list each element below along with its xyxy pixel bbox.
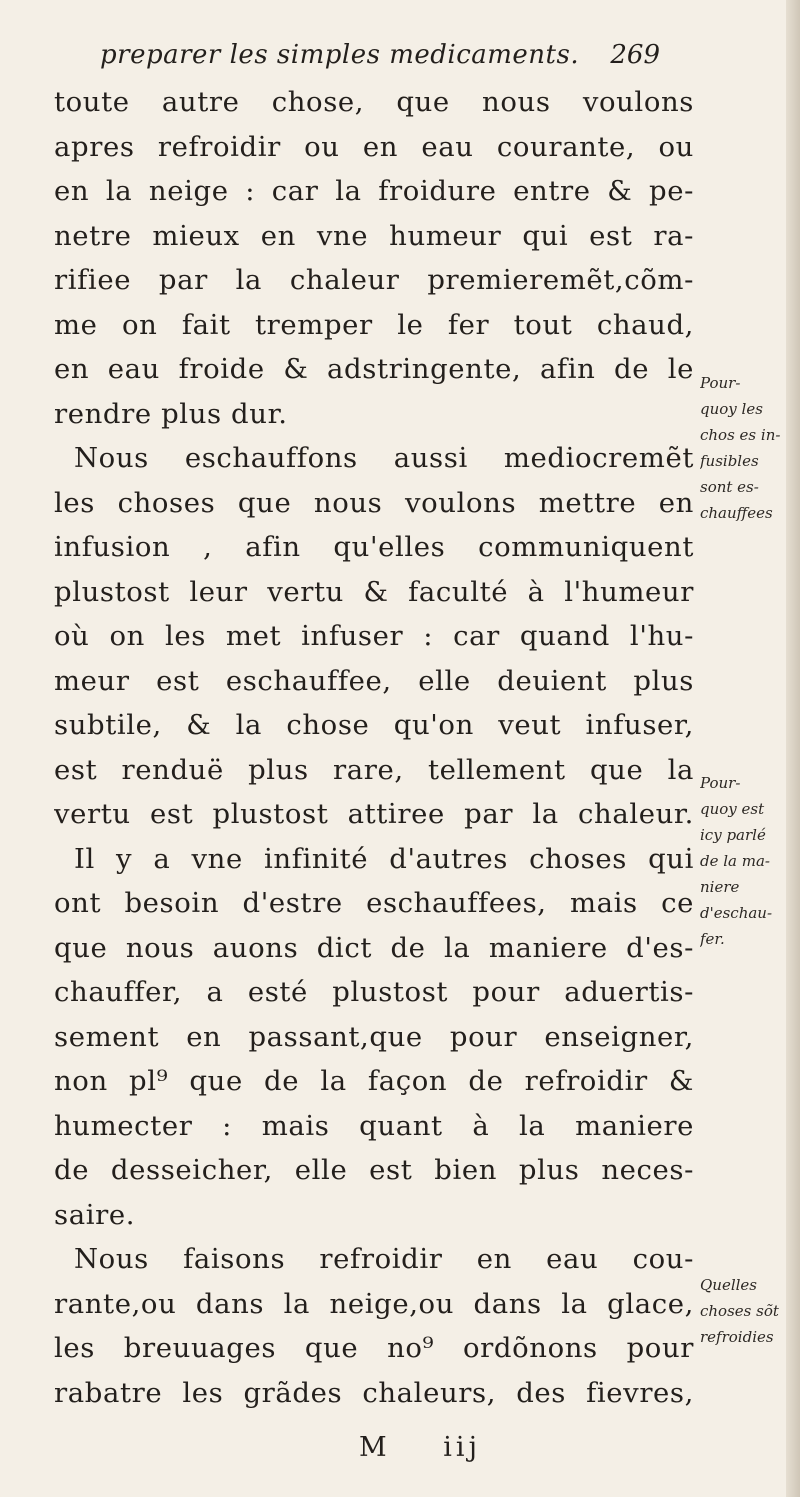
text-line: ont besoin d'estre eschauffees, mais ce xyxy=(54,887,694,919)
text-line: meur est eschauffee, elle deuient plus xyxy=(54,664,694,697)
text-line: non pl⁹ que de la façon de refroidir & xyxy=(54,1065,694,1097)
page-number: 269 xyxy=(610,40,660,70)
body-text xyxy=(54,80,694,1415)
text-line: me on fait tremper le fer tout chaud, xyxy=(54,308,694,341)
text-line: infusion , afin qu'elles communiquent xyxy=(54,531,694,563)
text-line: de desseicher, elle est bien plus neces- xyxy=(54,1154,694,1186)
page-header xyxy=(100,40,660,84)
marginal-note-line: chauffees xyxy=(700,504,773,522)
running-head: preparer les simples medicaments. xyxy=(100,40,580,70)
marginal-note-line: fusibles xyxy=(700,452,759,470)
text-line: saire. xyxy=(54,1198,136,1231)
text-line: les breuuages que no⁹ ordõnons pour xyxy=(54,1332,694,1364)
text-line: rendre plus dur. xyxy=(54,397,288,430)
text-line: les choses que nous voulons mettre en xyxy=(54,486,694,519)
text-line: que nous auons dict de la maniere d'es- xyxy=(54,931,694,964)
marginal-note-line: Quelles xyxy=(700,1276,758,1294)
text-line: est renduë plus rare, tellement que la xyxy=(54,753,694,786)
signature-mark xyxy=(0,1432,800,1463)
marginal-note-line: chos es in- xyxy=(700,426,781,444)
text-line: où on les met infuser : car quand l'hu- xyxy=(54,620,694,652)
text-line: sement en passant,que pour enseigner, xyxy=(54,1020,694,1053)
text-line: apres refroidir ou en eau courante, ou xyxy=(54,130,694,163)
text-line: Il y a vne infinité d'autres choses qui xyxy=(74,842,694,875)
marginal-note-line: fer. xyxy=(700,930,725,948)
text-line: rante,ou dans la neige,ou dans la glace, xyxy=(54,1287,694,1320)
marginal-note-line: Pour- xyxy=(700,374,741,392)
signature-number: iij xyxy=(443,1432,481,1463)
text-line: rabatre les grãdes chaleurs, des fievres, xyxy=(54,1376,694,1409)
marginal-note-line: de la ma- xyxy=(700,852,770,870)
text-line: netre mieux en vne humeur qui est ra- xyxy=(54,219,694,252)
text-line: chauffer, a esté plustost pour aduertis- xyxy=(54,976,694,1008)
text-line: humecter : mais quant à la maniere xyxy=(54,1109,694,1142)
text-line: subtile, & la chose qu'on veut infuser, xyxy=(54,709,694,741)
marginal-note-line: d'eschau- xyxy=(700,904,773,922)
text-line: vertu est plustost attiree par la chaleur. xyxy=(54,798,694,830)
text-line: plustost leur vertu & faculté à l'humeur xyxy=(54,575,694,608)
marginal-note-line: quoy est xyxy=(700,800,765,818)
marginal-note-1 xyxy=(700,370,796,526)
marginal-note-2 xyxy=(700,770,796,952)
marginal-note-line: refroidies xyxy=(700,1328,774,1346)
marginal-note-line: icy parlé xyxy=(700,826,766,844)
marginal-note-line: sont es- xyxy=(700,478,759,496)
text-line: Nous eschauffons aussi mediocremẽt xyxy=(74,442,694,474)
signature-letter: M xyxy=(359,1432,391,1463)
marginal-note-line: niere xyxy=(700,878,740,896)
marginal-note-line: Pour- xyxy=(700,774,741,792)
text-line: en la neige : car la froidure entre & pe- xyxy=(54,175,694,207)
text-line: toute autre chose, que nous voulons xyxy=(54,86,694,118)
text-line: rifiee par la chaleur premieremẽt,cõm- xyxy=(54,264,694,296)
marginal-note-line: quoy les xyxy=(700,400,763,418)
marginal-note-line: choses sõt xyxy=(700,1302,779,1320)
text-line: en eau froide & adstringente, afin de le xyxy=(54,353,694,385)
text-line: Nous faisons refroidir en eau cou- xyxy=(74,1243,694,1275)
marginal-note-3 xyxy=(700,1272,796,1350)
